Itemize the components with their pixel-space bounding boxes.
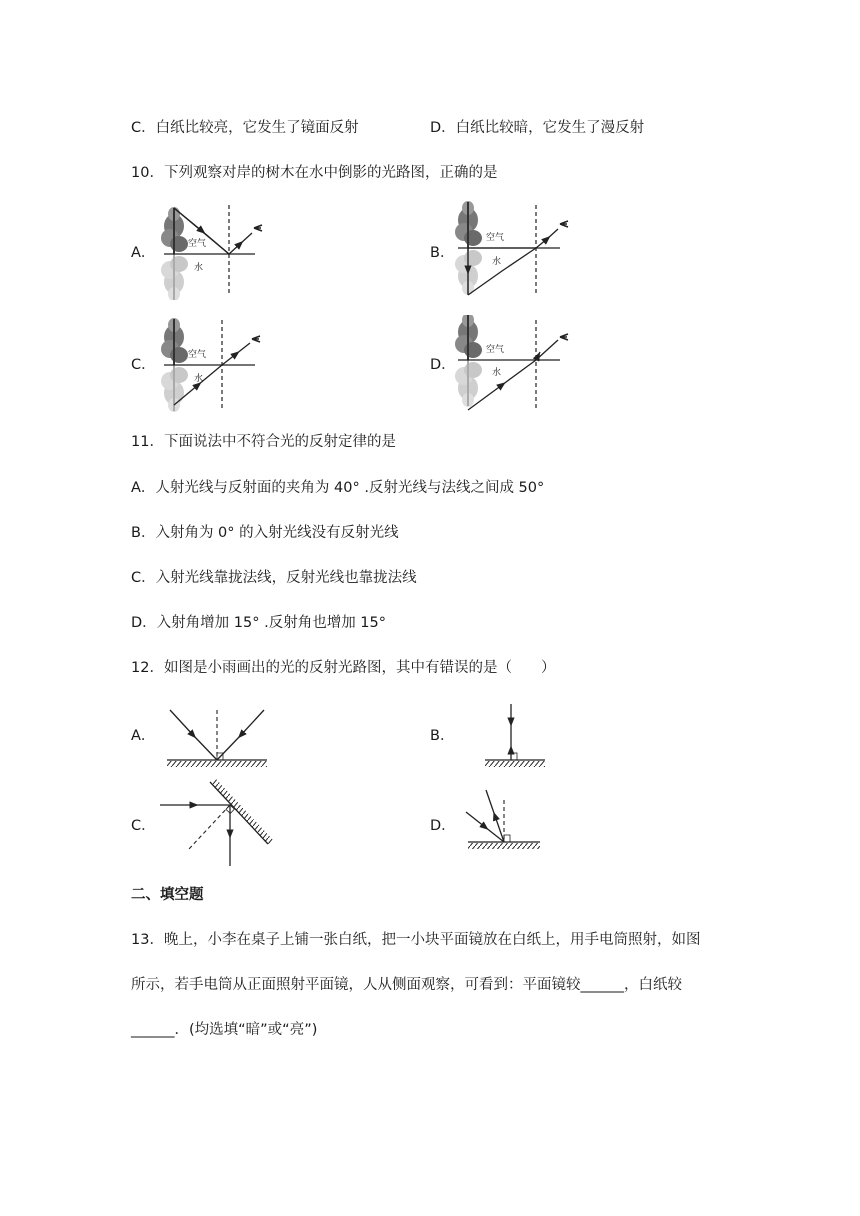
q11-option-c: C．入射光线靠拢法线，反射光线也靠拢法线 [131, 570, 417, 586]
q13-line-3: ______．(均选填“暗”或“亮”) [131, 1022, 318, 1038]
q10-a-water-label: 水 [194, 263, 204, 273]
q10-figure-a [150, 200, 270, 300]
q10-label-c: C． [131, 357, 156, 373]
q9-option-c: C．白纸比较亮，它发生了镜面反射 [131, 120, 359, 136]
q10-figure-c [150, 315, 270, 415]
section-title-fill-blank: 二、填空题 [131, 887, 204, 903]
q13-line-1: 13．晚上，小李在桌子上铺一张白纸，把一小块平面镜放在白纸上，用手电筒照射，如图 [131, 932, 701, 948]
q11-option-d: D．入射角增加 15° .反射角也增加 15° [131, 615, 387, 631]
q10-figure-b [450, 200, 575, 300]
q10-a-air-label: 空气 [188, 239, 207, 249]
q10-label-b: B． [430, 245, 455, 261]
q13-line-2: 所示，若手电筒从正面照射平面镜，人从侧面观察，可看到：平面镜较______，白纸较 [131, 977, 682, 993]
q9-option-d: D．白纸比较暗，它发生了漫反射 [430, 120, 645, 136]
q10-stem: 10．下列观察对岸的树木在水中倒影的光路图，正确的是 [131, 165, 498, 181]
q10-figure-d [450, 315, 575, 415]
q10-c-air-label: 空气 [188, 350, 207, 360]
q12-label-b: B． [430, 728, 455, 744]
q10-c-water-label: 水 [194, 374, 204, 384]
q11-option-a: A．人射光线与反射面的夹角为 40° .反射光线与法线之间成 50° [131, 480, 545, 496]
q12-label-d: D． [430, 818, 456, 834]
q12-label-a: A． [131, 728, 156, 744]
q12-figure-b [480, 700, 550, 772]
q12-stem: 12．如图是小雨画出的光的反射光路图，其中有错误的是（ ） [131, 660, 556, 676]
q10-b-air-label: 空气 [486, 233, 505, 243]
q12-figure-a [162, 700, 272, 772]
q10-b-water-label: 水 [492, 257, 502, 267]
q10-label-a: A． [131, 245, 156, 261]
q10-d-water-label: 水 [492, 368, 502, 378]
q10-label-d: D． [430, 357, 456, 373]
q11-option-b: B．入射角为 0° 的入射光线没有反射光线 [131, 525, 399, 541]
q12-figure-d [460, 786, 550, 858]
q11-stem: 11．下面说法中不符合光的反射定律的是 [131, 434, 396, 450]
q10-d-air-label: 空气 [486, 345, 505, 355]
q12-label-c: C． [131, 818, 156, 834]
q12-figure-c [158, 778, 278, 868]
